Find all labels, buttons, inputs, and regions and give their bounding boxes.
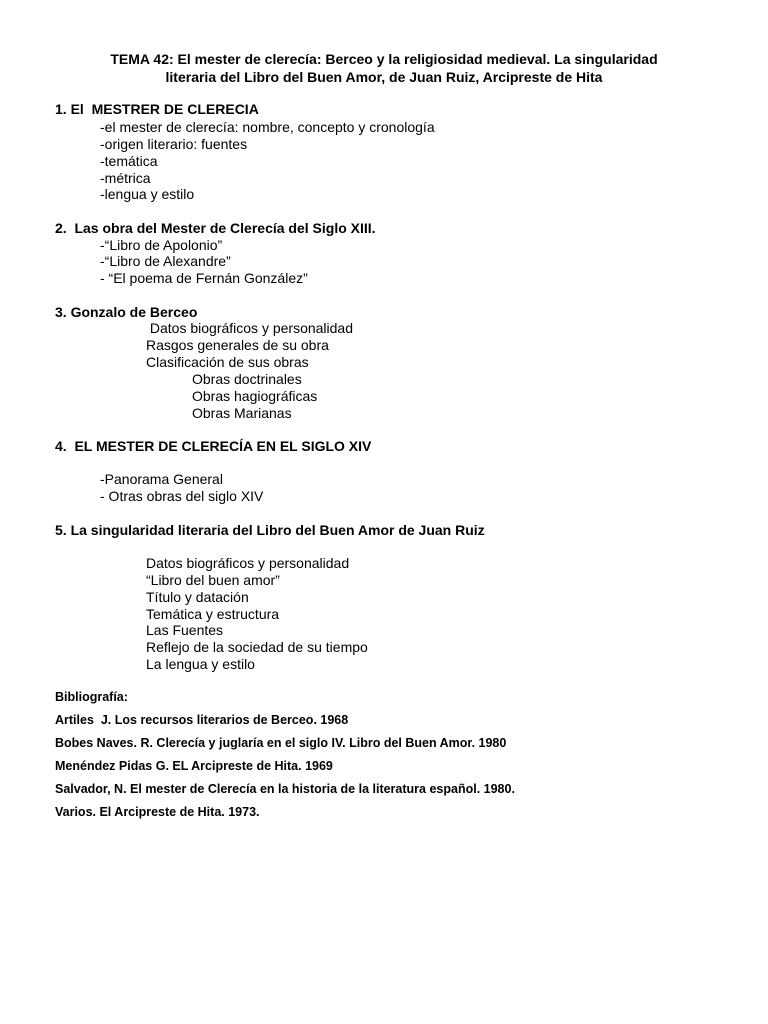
section-4-item: - Otras obras del siglo XIV	[100, 488, 264, 504]
bibliography-entry: Salvador, N. El mester de Clerecía en la historia de la literatura español. 1980.	[55, 782, 515, 796]
section-1-item: -lengua y estilo	[100, 186, 195, 202]
section-5-item: Reflejo de la sociedad de su tiempo	[146, 639, 368, 655]
section-2-item: -“Libro de Alexandre”	[100, 253, 231, 269]
section-3-item: Clasificación de sus obras	[146, 354, 309, 370]
bibliography-entry: Varios. El Arcipreste de Hita. 1973.	[55, 805, 260, 819]
section-1-item: -métrica	[100, 170, 151, 186]
section-4-heading-number: 4	[55, 438, 63, 454]
section-3-item: Datos biográficos y personalidad	[146, 320, 354, 336]
section-4-item: -Panorama General	[100, 471, 223, 487]
section-2-item: -“Libro de Apolonio”	[100, 237, 223, 253]
section-3-heading: 3. Gonzalo de Berceo	[55, 304, 198, 320]
bibliography-entry: Artiles J. Los recursos literarios de Berceo. 1968	[55, 713, 349, 727]
section-1-item: -el mester de clerecía: nombre, concepto y cronología	[100, 119, 435, 135]
section-3-subitem: Obras hagiográficas	[192, 388, 318, 404]
section-1-heading: 1. El MESTRER DE CLERECIA	[55, 101, 259, 117]
section-3-item: Rasgos generales de su obra	[146, 337, 329, 353]
section-2-item: - “El poema de Fernán González”	[100, 270, 308, 286]
section-1-item: -origen literario: fuentes	[100, 136, 248, 152]
document-title	[40, 50, 728, 86]
section-5-item: Las Fuentes	[146, 622, 224, 638]
section-5-heading: 5. La singularidad literaria del Libro del Buen Amor de Juan Ruiz	[55, 522, 485, 538]
bibliography-entry: Bobes Naves. R. Clerecía y juglaría en el siglo IV. Libro del Buen Amor. 1980	[55, 736, 507, 750]
section-1-item: -temática	[100, 153, 158, 169]
section-4-heading	[55, 438, 371, 455]
section-2-heading: 2. Las obra del Mester de Clerecía del Siglo XIII.	[55, 220, 376, 236]
section-3-subitem: Obras Marianas	[192, 405, 292, 421]
section-5-item: Título y datación	[146, 589, 249, 605]
title-line-1: TEMA 42: El mester de clerecía: Berceo y la religiosidad medieval. La singularidad	[110, 51, 658, 67]
title-line-2: literaria del Libro del Buen Amor, de Juan Ruiz, Arcipreste de Hita	[165, 69, 603, 85]
section-5-item: La lengua y estilo	[146, 656, 255, 672]
section-3-subitem: Obras doctrinales	[192, 371, 302, 387]
section-4-heading-text: . EL MESTER DE CLERECÍA EN EL SIGLO XIV	[62, 438, 372, 454]
bibliography-entry: Menéndez Pidas G. EL Arcipreste de Hita. 1969	[55, 759, 333, 773]
section-5-item: “Libro del buen amor”	[146, 572, 280, 588]
section-5-item: Datos biográficos y personalidad	[146, 555, 350, 571]
bibliography-heading: Bibliografía:	[55, 690, 128, 704]
section-5-item: Temática y estructura	[146, 606, 280, 622]
